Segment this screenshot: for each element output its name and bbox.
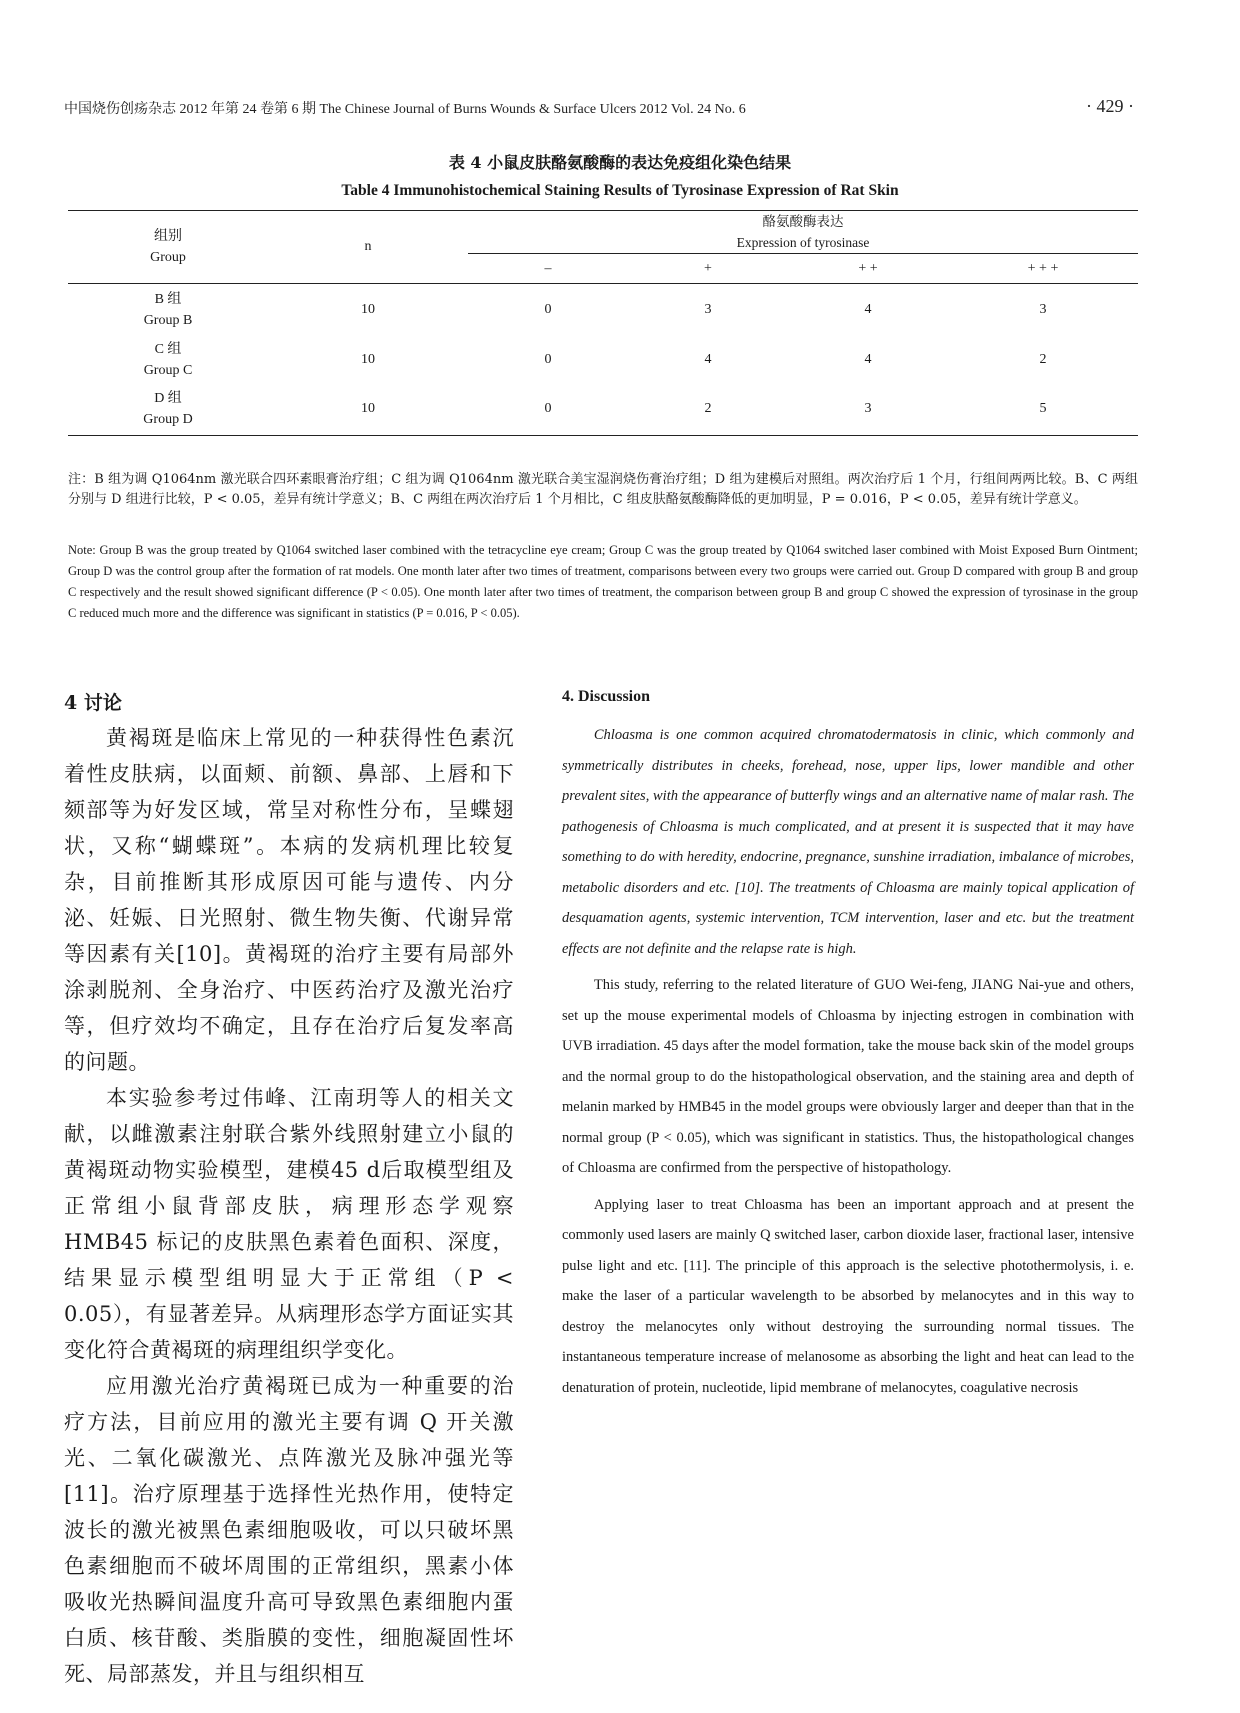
table-row: [68, 284, 1138, 336]
group-cell: [68, 284, 268, 336]
expression-header-cn: 酪氨酸酶表达: [762, 214, 844, 229]
tyrosinase-results-table: [68, 210, 1138, 436]
journal-citation: 中国烧伤创疡杂志 2012 年第 24 卷第 6 期 The Chinese Journal of Burns Wounds & Surface Ulcers 2012 Vol. 24 No. 6: [64, 102, 746, 117]
paragraph-en-1: Chloasma is one common acquired chromatodermatosis in clinic, which commonly and symmetrically distributes in cheeks, forehead, nose, upper lips, lower mandible and other prevalent sites, with the appearance of butterfly wings and an alternative name of malar rash. The pathogenesis of Chloasma is much complicated, and at present it is suspected that it may have something to do with heredity, endocrine, pregnance, sunshine irradiation, imbalance of microbes, metabolic disorders and etc. [10]. The treatments of Chloasma are mainly topical application of desquamation agents, systemic intervention, TCM intervention, laser and etc. but the treatment effects are not definite and the relapse rate is high.: [562, 727, 1134, 957]
value-cell: 4: [864, 351, 872, 367]
group-header-cn: 组别: [154, 229, 182, 244]
expression-column-header: [468, 211, 1138, 254]
value-cell: 0: [544, 351, 552, 367]
group-column-header: [68, 211, 268, 284]
paragraph-en-3: Applying laser to treat Chloasma has been an important approach and at present the commonly used lasers are mainly Q switched laser, carbon dioxide laser, fractional laser, intensive pulse light and etc. [11]. The principle of this approach is the selective photothermolysis, i. e. make the laser of a particular wavelength to be absorbed by melanocytes and in this way to destroy the melanocytes only without destroying the surrounding normal tissues. The instantaneous temperature increase of melanosome as absorbing the light and heat can lead to the denaturation of protein, nucleotide, lipid membrane of melanocytes, coagulative necrosis: [562, 1196, 1134, 1396]
discussion-column-chinese: [64, 688, 514, 1692]
value-cell: 4: [864, 301, 872, 317]
table-caption-english: Table 4 Immunohistochemical Staining Results of Tyrosinase Expression of Rat Skin: [341, 182, 899, 199]
value-cell: 0: [544, 301, 552, 317]
table-caption-chinese: 表 4 小鼠皮肤酪氨酸酶的表达免疫组化染色结果: [448, 153, 792, 172]
paragraph-en-2: This study, referring to the related literature of GUO Wei-feng, JIANG Nai-yue and others, set up the mouse experimental models of Chloasma by injecting estrogen in combination with UVB irradiation. 45 days after the model formation, take the mouse back skin of the model groups and the normal group to do the histopathological observation, and the staining area and depth of melanin marked by HMB45 in the model groups were obviously larger and deeper than that in the normal group (P < 0.05), which was significant in statistics. Thus, the histopathological changes of Chloasma are confirmed from the perspective of histopathology.: [562, 977, 1134, 1176]
discussion-column-english: [562, 688, 1134, 1409]
group-cell: [68, 336, 268, 384]
level-plus-plus: + +: [788, 254, 948, 284]
table-header-row: [68, 211, 1138, 254]
value-cell: 3: [864, 401, 872, 417]
n-column-header: n: [268, 211, 468, 284]
section-heading-chinese: 4 讨论: [64, 692, 122, 714]
n-cell: 10: [361, 351, 375, 367]
level-negative: –: [468, 254, 628, 284]
n-cell: 10: [361, 301, 375, 317]
level-plus: +: [628, 254, 788, 284]
group-cell: [68, 384, 268, 436]
table-row: [68, 336, 1138, 384]
page-number: · 429 ·: [1086, 96, 1134, 116]
group-label-en: Group D: [143, 412, 193, 428]
paragraph-cn-2: 本实验参考过伟峰、江南玥等人的相关文献，以雌激素注射联合紫外线照射建立小鼠的黄褐斑动物实验模型，建模45 d后取模型组及正常组小鼠背部皮肤，病理形态学观察 HMB45 标记的皮肤黑色素着色面积、深度，结果显示模型组明显大于正常组（P < 0.05），有显著差异。从病理形态学方面证实其变化符合黄褐斑的病理组织学变化。: [64, 1086, 514, 1362]
expression-header-en: Expression of tyrosinase: [736, 235, 870, 250]
table-note-chinese: 注：B 组为调 Q1064nm 激光联合四环素眼膏治疗组；C 组为调 Q1064nm 激光联合美宝湿润烧伤膏治疗组；D 组为建模后对照组。两次治疗后 1 个月，行组间两两比较。B、C 两组分别与 D 组进行比较，P < 0.05，差异有统计学意义；B、C 两组在两次治疗后 1 个月相比，C 组皮肤酪氨酸酶降低的更加明显，P = 0.016，P < 0.05，差异有统计学意义。: [68, 472, 1138, 507]
n-cell: 10: [361, 401, 375, 417]
value-cell: 3: [704, 301, 712, 317]
group-label-cn: B 组: [154, 291, 182, 307]
level-plus-plus-plus: + + +: [948, 254, 1138, 284]
table-note-english: Note: Group B was the group treated by Q1064 switched laser combined with the tetracycline eye cream; Group C was the group treated by Q1064 switched laser combined with Moist Exposed Burn Ointment; Group D was the control group after the formation of rat models. One month later after two times of treatment, comparisons between every two groups were carried out. Group D compared with group B and group C respectively and the result showed significant difference (P < 0.05). One month later after two times of treatment, the comparison between group B and group C showed the expression of tyrosinase in the group C reduced much more and the difference was significant in statistics (P = 0.016, P < 0.05).: [68, 543, 1138, 620]
value-cell: 0: [544, 401, 552, 417]
group-label-en: Group B: [143, 312, 193, 328]
value-cell: 5: [1039, 401, 1047, 417]
paragraph-cn-3: 应用激光治疗黄褐斑已成为一种重要的治疗方法，目前应用的激光主要有调 Q 开关激光、二氧化碳激光、点阵激光及脉冲强光等[11]。治疗原理基于选择性光热作用，使特定波长的激光被黑色素细胞吸收，可以只破坏黑色素细胞而不破坏周围的正常组织，黑素小体吸收光热瞬间温度升高可导致黑色素细胞内蛋白质、核苷酸、类脂膜的变性，细胞凝固性坏死、局部蒸发，并且与组织相互: [64, 1374, 514, 1686]
section-heading-english: 4. Discussion: [562, 688, 651, 705]
value-cell: 2: [1039, 351, 1047, 367]
group-label-en: Group C: [143, 362, 193, 378]
running-header: [64, 98, 1134, 120]
table-row: [68, 384, 1138, 436]
group-header-en: Group: [150, 250, 186, 265]
group-label-cn: D 组: [154, 391, 182, 407]
value-cell: 3: [1039, 301, 1047, 317]
value-cell: 4: [704, 351, 712, 367]
group-label-cn: C 组: [154, 341, 182, 357]
value-cell: 2: [704, 401, 712, 417]
paragraph-cn-1: 黄褐斑是临床上常见的一种获得性色素沉着性皮肤病，以面颊、前额、鼻部、上唇和下颏部等为好发区域，常呈对称性分布，呈蝶翅状，又称“蝴蝶斑”。本病的发病机理比较复杂，目前推断其形成原因可能与遗传、内分泌、妊娠、日光照射、微生物失衡、代谢异常等因素有关[10]。黄褐斑的治疗主要有局部外涂剥脱剂、全身治疗、中医药治疗及激光治疗等，但疗效均不确定，且存在治疗后复发率高的问题。: [64, 726, 514, 1074]
